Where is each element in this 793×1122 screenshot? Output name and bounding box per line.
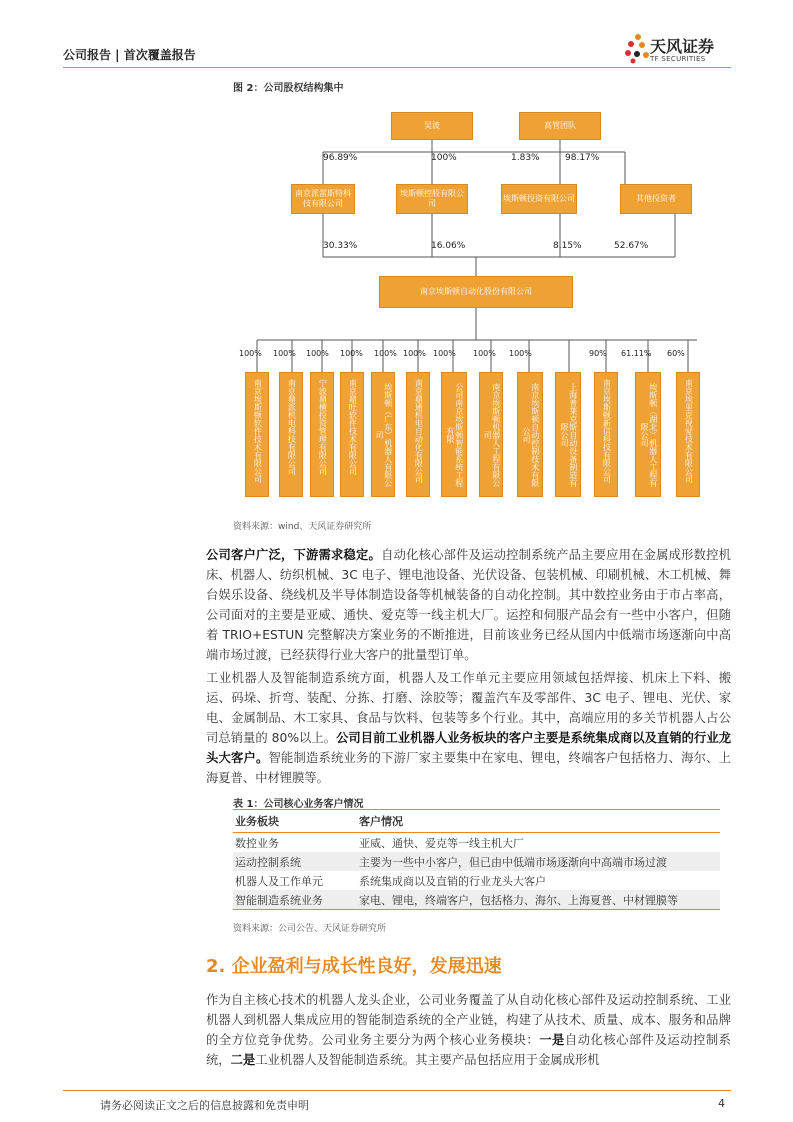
pct-label: 61.11%	[621, 349, 652, 358]
figure-title: 图 2：公司股权结构集中	[233, 83, 344, 94]
report-type-label: 公司报告 | 首次覆盖报告	[63, 48, 196, 62]
para1-bold: 公司客户广泛，下游需求稳定。	[206, 548, 382, 562]
table-cell: 数控业务	[235, 836, 279, 850]
section-heading: 2. 企业盈利与成长性良好，发展迅速	[206, 956, 502, 977]
table-cell: 主要为一些中小客户，但已由中低端市场逐渐向中高端市场过渡	[357, 852, 720, 871]
subsidiary-box: 南京埃斯顿机器人工程有限公司	[479, 372, 503, 497]
ownership-diagram	[233, 100, 718, 510]
subsidiary-box: 宁波鼎横投资管理有限公司	[310, 372, 334, 497]
company-box: 南京埃斯顿自动化股份有限公司	[379, 276, 573, 308]
holder-estun-investment: 埃斯顿投资有限公司	[501, 184, 577, 214]
footer-divider	[63, 1090, 731, 1091]
subsidiary-box: 埃斯顿（广东）机器人有限公司	[371, 372, 395, 497]
pct-label: 98.17%	[565, 153, 600, 163]
table-row	[233, 890, 720, 910]
page-number: 4	[718, 1097, 725, 1110]
holder-pailei: 南京派雷斯特科技有限公司	[291, 184, 355, 214]
subsidiary-box: 南京埃里克视觉技术有限公司	[676, 372, 700, 497]
pct-label: 90%	[589, 349, 607, 358]
pct-label: 100%	[273, 349, 296, 358]
table-row	[233, 833, 720, 853]
para2-bold: 公司目前工业机器人业务板块的客户主要是系统集成商以及直销的行业龙头大客户。	[206, 731, 731, 765]
table-header: 客户情况	[357, 810, 720, 833]
holder-estun-holding: 埃斯顿控股有限公司	[396, 184, 468, 214]
footer-disclaimer: 请务必阅读正文之后的信息披露和免责申明	[100, 1099, 309, 1112]
brand-name: 天风证券	[650, 37, 715, 56]
pct-label: 100%	[433, 349, 456, 358]
table-cell: 运动控制系统	[233, 852, 357, 871]
paragraph-business	[206, 990, 731, 1070]
table-cell: 智能制造系统业务	[233, 890, 357, 910]
para3-text2: 自动化核心部件及运动控制系统，	[206, 1033, 731, 1067]
pct-label: 30.33%	[323, 241, 358, 251]
pct-label: 16.06%	[431, 241, 466, 251]
subsidiary-box: 南京埃斯顿新信科技有限公司	[594, 372, 618, 497]
holder-wubo: 吴波	[391, 112, 473, 140]
para2-text2: 智能制造系统业务的下游厂家主要集中在家电、锂电，终端客户包括格力、海尔、上海夏普、中材锂膜等。	[206, 751, 731, 785]
table-cell: 系统集成商以及直销的行业龙头大客户	[359, 874, 546, 888]
table-cell: 机器人及工作单元	[235, 874, 323, 888]
pct-label: 100%	[431, 153, 457, 163]
subsidiary-box: 公司南京埃斯顿智能系统工程有限	[441, 372, 467, 497]
subsidiary-box: 南京鼎派机电科技有限公司	[279, 372, 303, 497]
pct-label: 100%	[473, 349, 496, 358]
table-cell: 亚威、通快、爱克等一线主机大厂	[359, 836, 524, 850]
table-cell: 家电、锂电，终端客户，包括格力、海尔、上海夏普、中材锂膜等	[357, 890, 720, 910]
para3-text1: 作为自主核心技术的机器人龙头企业，公司业务覆盖了从自动化核心部件及运动控制系统、工业机器人到机器人集成应用的智能制造系统的全产业链，构建了从技术、质量、成本、服务和品牌的全方位竞争优势。公司业务主要分为两个核心业务模块：	[206, 993, 731, 1047]
table-title: 表 1：公司核心业务客户情况	[233, 799, 364, 810]
pct-label: 8.15%	[553, 241, 582, 251]
holder-others: 其他投资者	[620, 184, 692, 214]
brand-sub: TF SECURITIES	[650, 55, 706, 63]
para3-text3: 工业机器人及智能制造系统。其主要产品包括应用于金属成形机	[255, 1053, 600, 1067]
pct-label: 100%	[239, 349, 262, 358]
paragraph-robots	[206, 668, 731, 788]
pct-label: 1.83%	[511, 153, 540, 163]
subsidiary-box: 南京鼎通机电自动化有限公司	[406, 372, 430, 497]
para1-text: 自动化核心部件及运动控制系统产品主要应用在金属成形数控机床、机器人、纺织机械、3C 电子、锂电池设备、光伏设备、包装机械、印刷机械、木工机械、舞台娱乐设备、绕线机及半导体制造设备等机械装备的自动化控制。其中数控业务由于市占率高，公司面对的主要是亚威、通快、爱克等一线主机大厂。运控和伺服产品会有一些中小客户，但随着 TRIO+ESTUN 完整解决方案业务的不断推进，目前该业务已经从国内中低端市场逐渐向中高端市场过渡，已经获得行业大客户的批量型订单。	[206, 548, 731, 662]
header-divider	[63, 67, 731, 68]
pct-label: 100%	[306, 349, 329, 358]
pct-label: 60%	[667, 349, 685, 358]
table-source: 资料来源：公司公告、天风证券研究所	[233, 924, 387, 934]
pct-label: 100%	[509, 349, 532, 358]
para3-bold1: 一是	[539, 1033, 565, 1047]
paragraph-customers	[206, 545, 731, 665]
holder-management: 高管团队	[519, 112, 601, 140]
core-customer-table	[233, 809, 720, 910]
subsidiary-box: 南京埃斯顿软件技术有限公司	[245, 372, 269, 497]
subsidiary-box: 南京鼎旺软件技术有限公司	[340, 372, 364, 497]
pct-label: 96.89%	[323, 153, 358, 163]
table-row	[233, 852, 720, 871]
table-row	[233, 871, 720, 890]
para3-bold2: 二是	[230, 1053, 256, 1067]
pct-label: 52.67%	[614, 241, 649, 251]
table-header: 业务板块	[233, 810, 357, 833]
table-header-row	[233, 810, 720, 833]
subsidiary-box: 上海普莱克斯自动设备制造有限公司	[555, 372, 581, 497]
pct-label: 100%	[340, 349, 363, 358]
para2-text1: 工业机器人及智能制造系统方面，机器人及工作单元主要应用领域包括焊接、机床上下料、搬运、码垛、折弯、装配、分拣、打磨、涂胶等；覆盖汽车及零部件、3C 电子、锂电、光伏、家电、金属制品、木工家具、食品与饮料、包装等多个行业。其中，高端应用的多关节机器人占公司总销量的 80%以上。	[206, 671, 731, 745]
subsidiary-box: 南京埃斯顿自动控制技术有限公司	[517, 372, 543, 497]
pct-label: 100%	[403, 349, 426, 358]
figure-source: 资料来源：wind、天风证券研究所	[233, 522, 372, 532]
pct-label: 100%	[374, 349, 397, 358]
subsidiary-box: 埃斯顿（湖北）机器人工程有限公司	[635, 372, 661, 497]
